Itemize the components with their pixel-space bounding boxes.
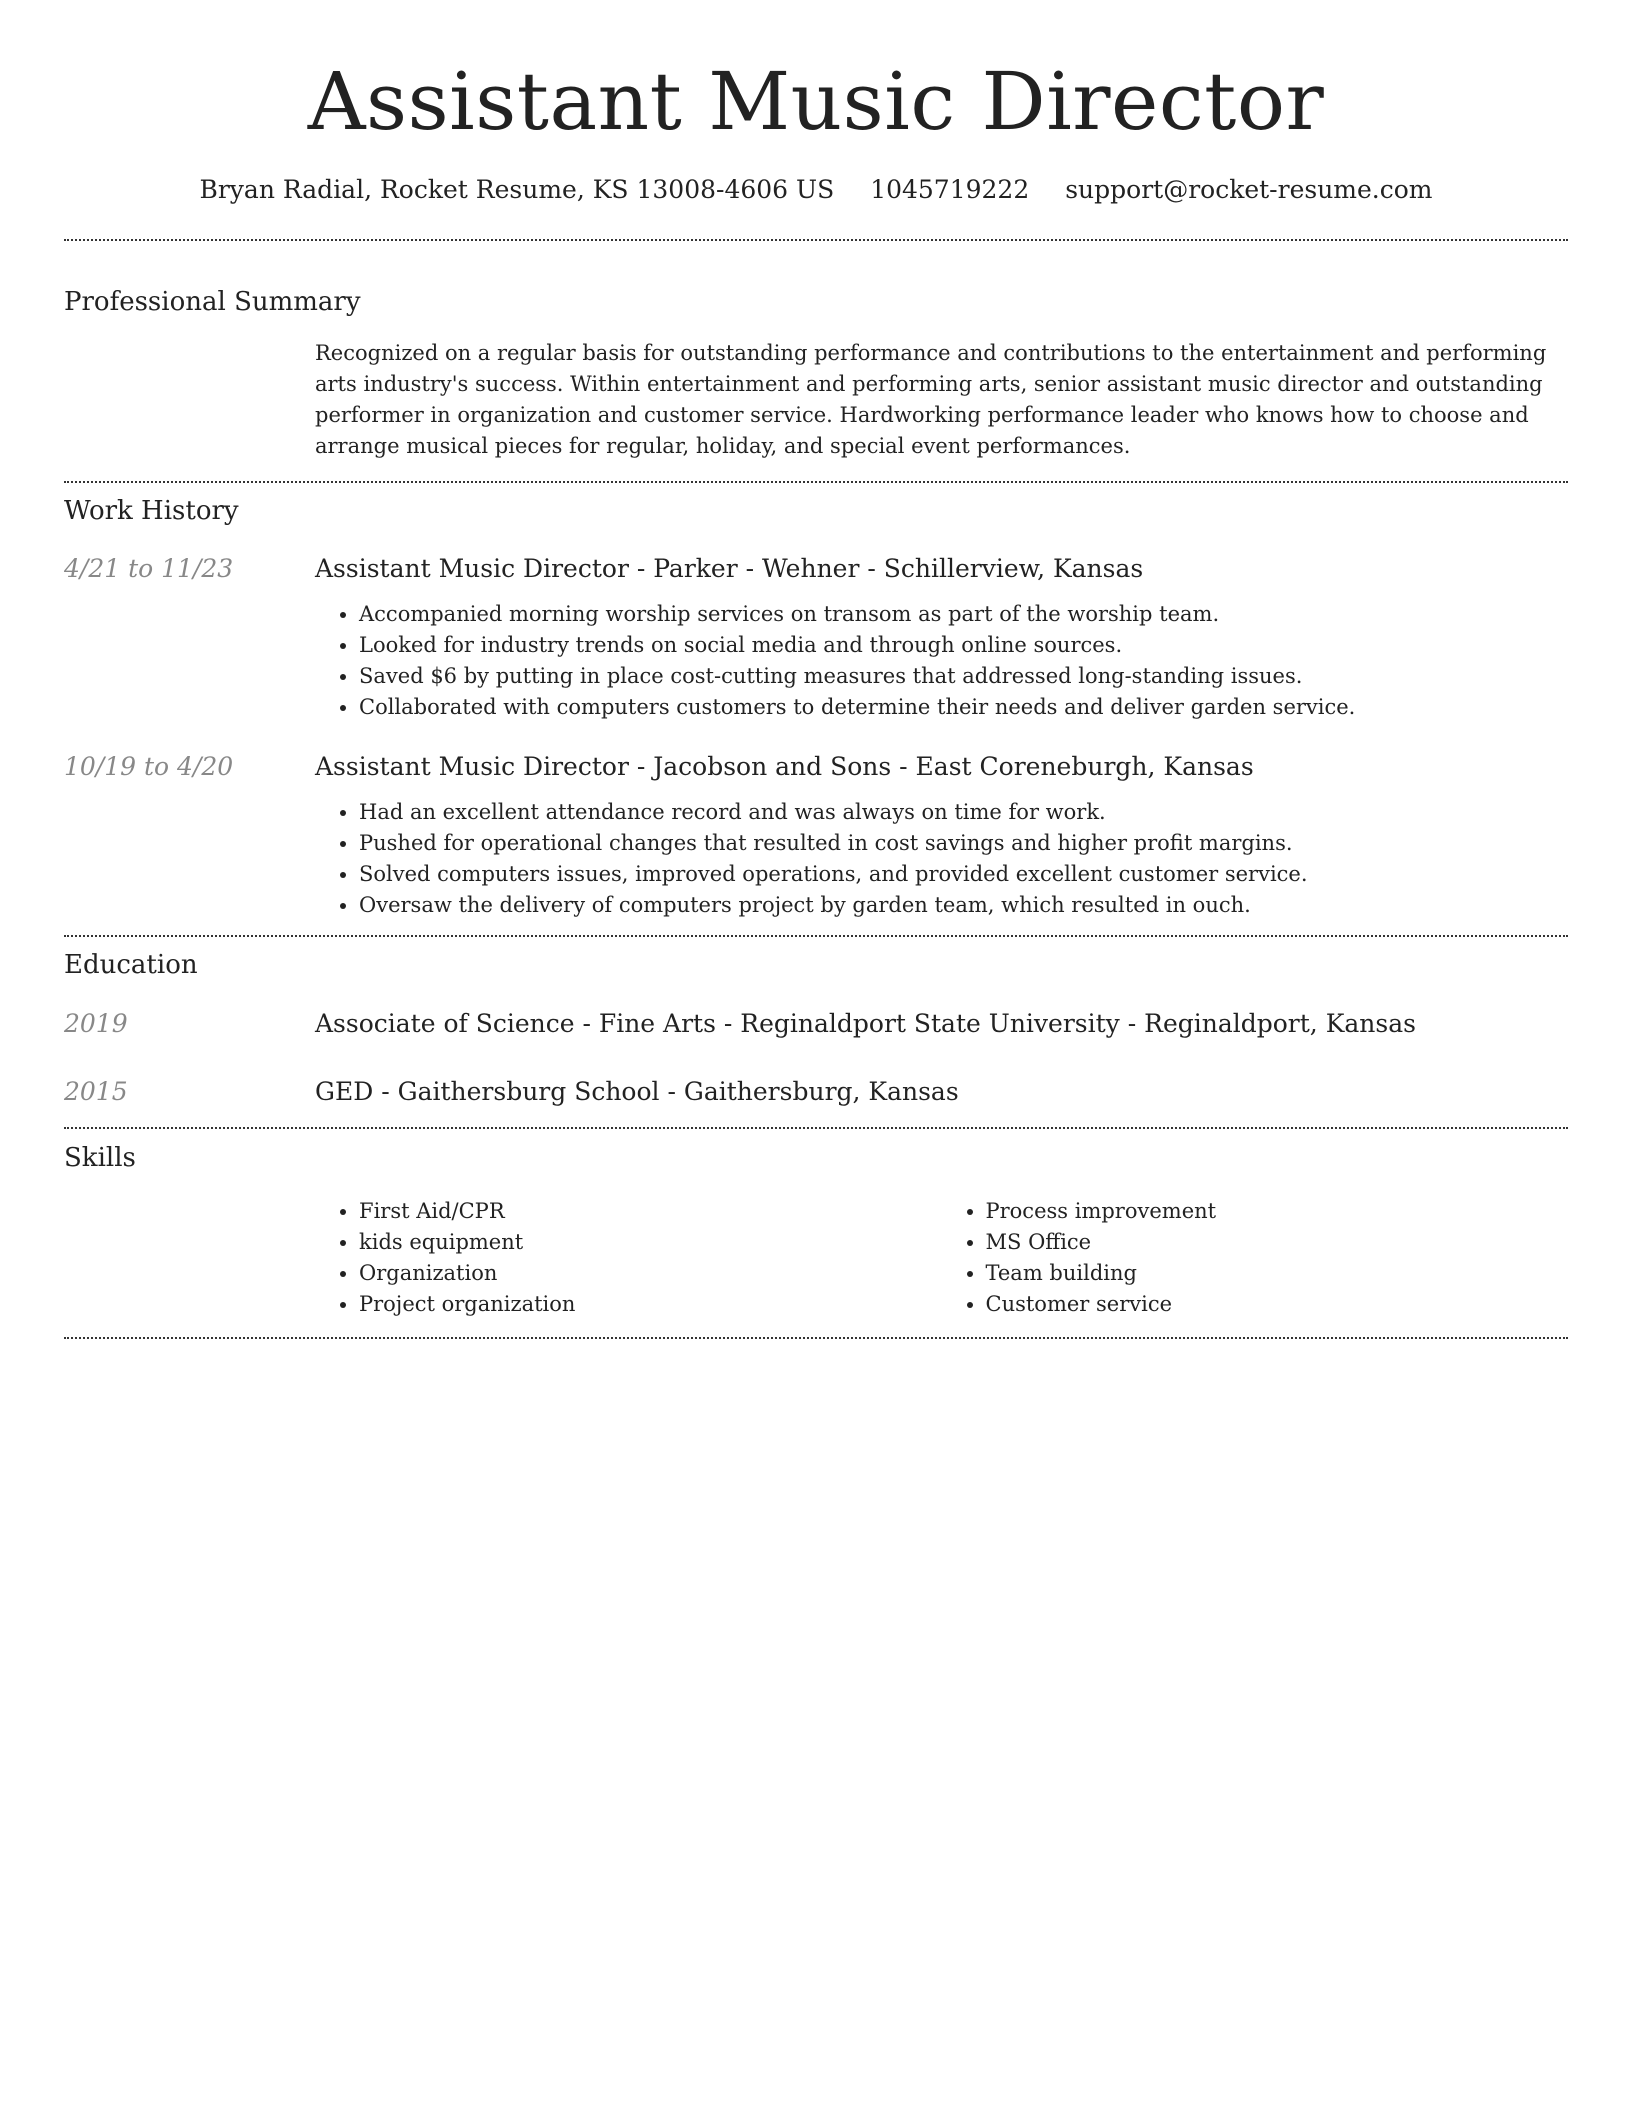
resume-page <box>64 0 1568 1339</box>
job-heading: Assistant Music Director - Jacobson and Sons - East Coreneburgh, Kansas <box>315 752 1254 781</box>
work-history-heading: Work History <box>64 496 239 526</box>
contact-email: support@rocket-resume.com <box>1065 175 1433 204</box>
list-item: • Saved $6 by putting in place cost-cutting measures that addressed long-standing issues. <box>359 661 1568 692</box>
job-entry <box>64 552 1568 723</box>
list-item: • Accompanied morning worship services on transom as part of the worship team. <box>359 599 1568 630</box>
job-bullets <box>315 599 1568 723</box>
skill-item: • Customer service <box>986 1289 1569 1320</box>
list-item: • Solved computers issues, improved operations, and provided excellent customer service. <box>359 859 1568 890</box>
skill-item: • Organization <box>359 1258 942 1289</box>
list-item: • Had an excellent attendance record and was always on time for work. <box>359 797 1568 828</box>
skill-item: • Team building <box>986 1258 1569 1289</box>
skills-list-right <box>942 1196 1569 1320</box>
skill-item: • Process improvement <box>986 1196 1569 1227</box>
list-item: • Looked for industry trends on social media and through online sources. <box>359 630 1568 661</box>
education-heading-text: Associate of Science - Fine Arts - Reginaldport State University - Reginaldport, Kansas <box>315 1009 1416 1038</box>
list-item: • Oversaw the delivery of computers project by garden team, which resulted in ouch. <box>359 890 1568 921</box>
resume-title: Assistant Music Director <box>307 55 1325 148</box>
divider <box>64 1127 1568 1129</box>
skill-item: • kids equipment <box>359 1227 942 1258</box>
divider <box>64 481 1568 483</box>
summary-section <box>64 285 1568 462</box>
divider <box>64 935 1568 937</box>
skills-list-left <box>315 1196 942 1320</box>
summary-text: Recognized on a regular basis for outstanding performance and contributions to the entertainment and performing arts industry's success. Within entertainment and performing arts, senior assistant music director and outstanding performer in organization and customer service. Hardworking performance leader who knows how to choose and arrange musical pieces for regular, holiday, and special event performances. <box>315 341 1547 458</box>
list-item: • Collaborated with computers customers to determine their needs and deliver garden service. <box>359 692 1568 723</box>
divider <box>64 1337 1568 1339</box>
skill-item: • Project organization <box>359 1289 942 1320</box>
skill-item: • MS Office <box>986 1227 1569 1258</box>
education-heading-text: GED - Gaithersburg School - Gaithersburg, Kansas <box>315 1077 959 1106</box>
education-year: 2019 <box>64 1009 128 1038</box>
list-item: • Pushed for operational changes that resulted in cost savings and higher profit margins. <box>359 828 1568 859</box>
education-entry <box>64 1075 1568 1109</box>
education-entry <box>64 1007 1568 1041</box>
education-year: 2015 <box>64 1077 128 1106</box>
job-dates: 4/21 to 11/23 <box>64 554 234 583</box>
job-bullets <box>315 797 1568 921</box>
education-section <box>64 948 1568 1109</box>
summary-heading: Professional Summary <box>64 287 361 317</box>
skills-heading: Skills <box>64 1143 136 1173</box>
work-history-section <box>64 494 1568 921</box>
divider <box>64 239 1568 241</box>
contact-line <box>64 172 1568 208</box>
contact-address: Bryan Radial, Rocket Resume, KS 13008-4606 US <box>199 175 835 204</box>
job-entry <box>64 750 1568 921</box>
skill-item: • First Aid/CPR <box>359 1196 942 1227</box>
education-heading: Education <box>64 950 198 980</box>
contact-phone: 1045719222 <box>870 175 1030 204</box>
skills-section <box>64 1141 1568 1320</box>
job-dates: 10/19 to 4/20 <box>64 752 234 781</box>
job-heading: Assistant Music Director - Parker - Wehner - Schillerview, Kansas <box>315 554 1144 583</box>
